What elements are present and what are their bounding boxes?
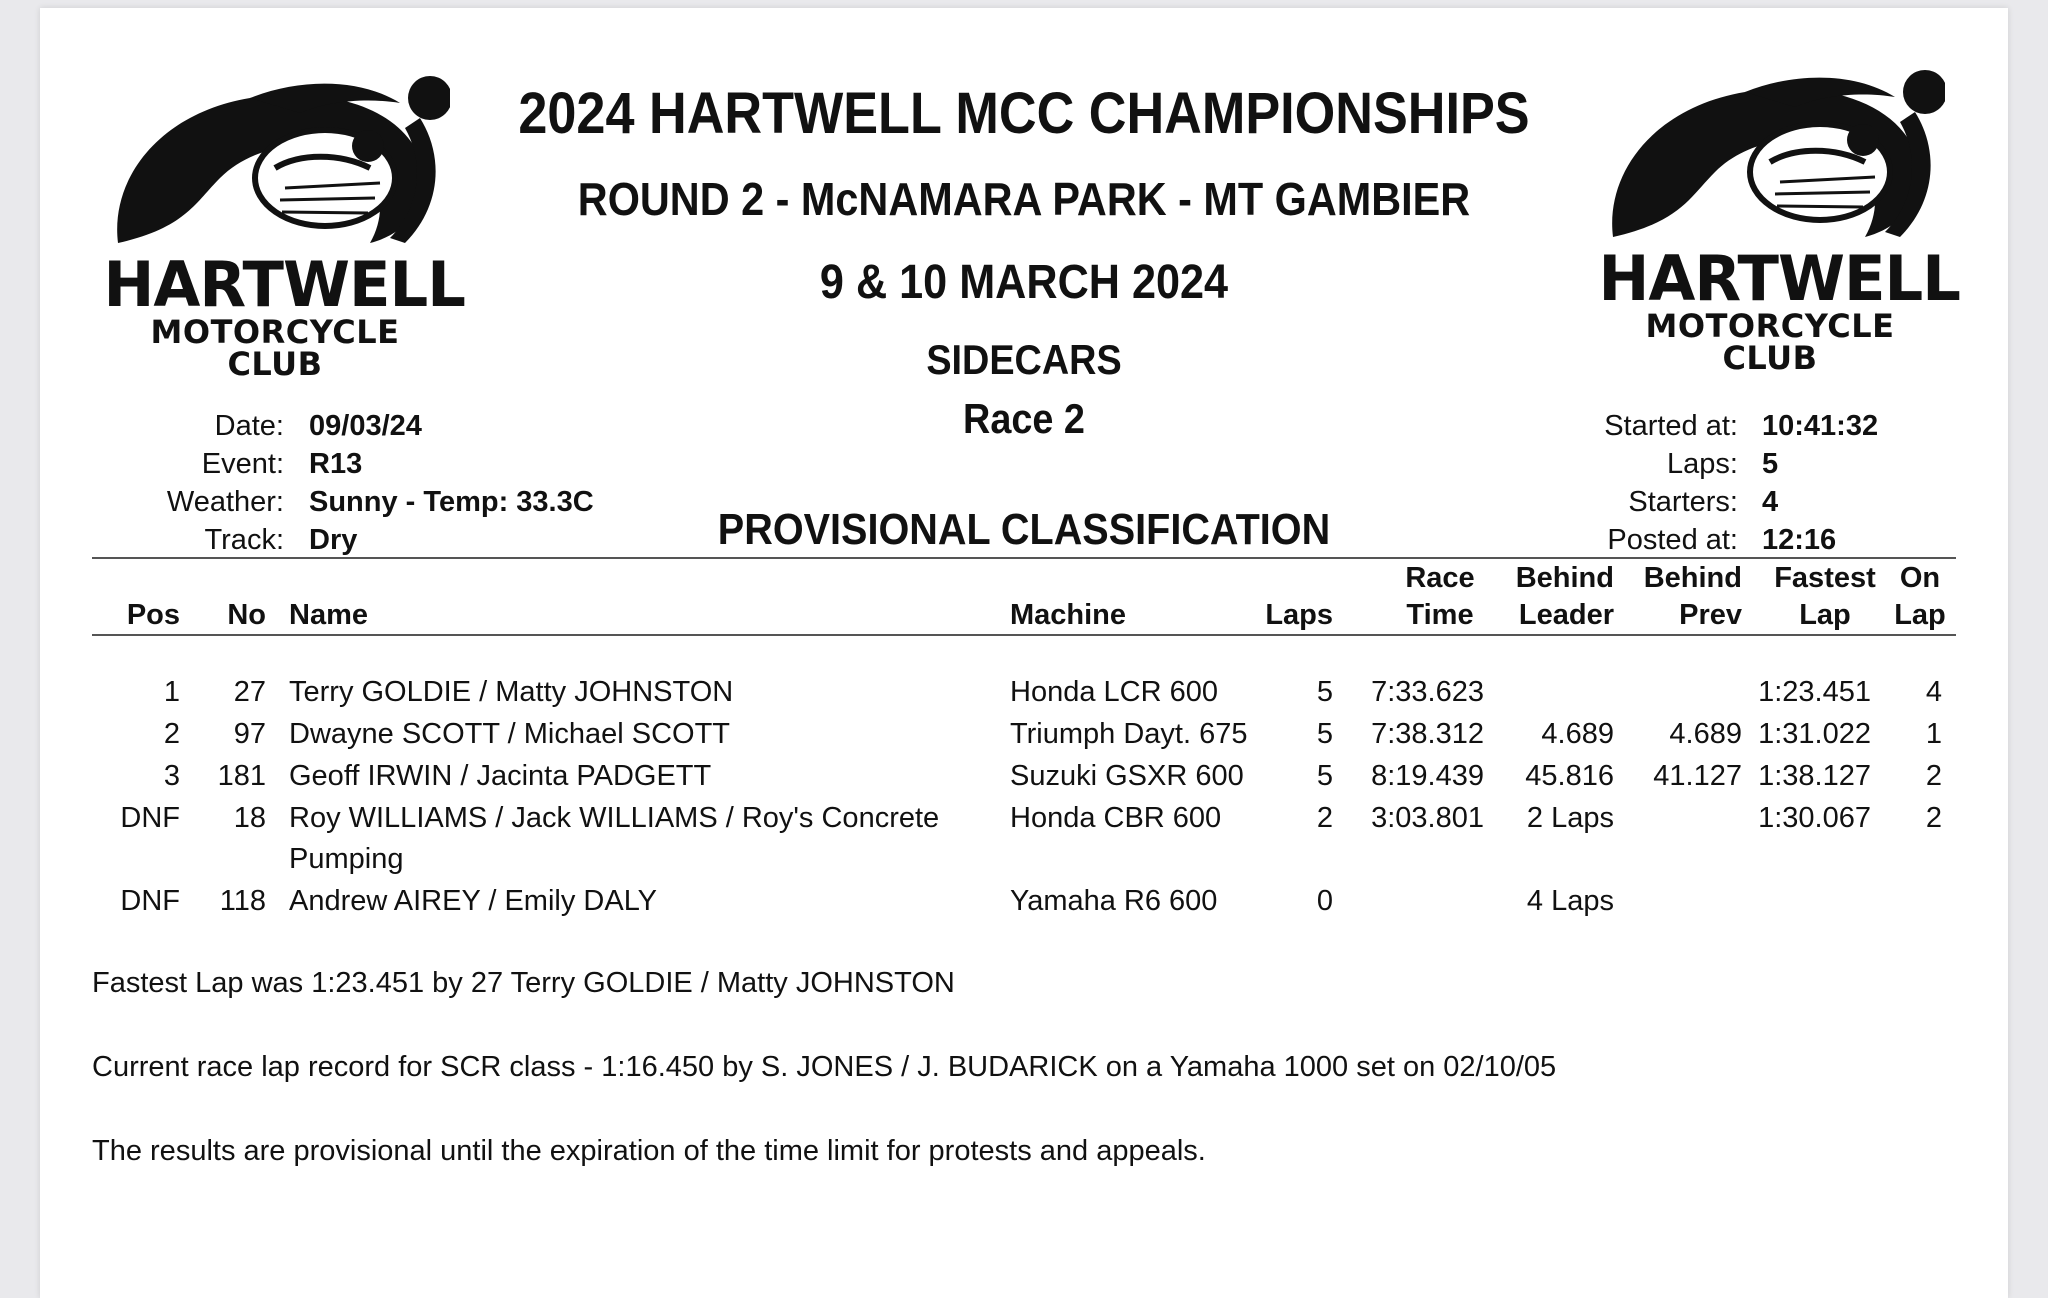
cell-no: 181	[217, 760, 266, 792]
race-class: SIDECARS	[926, 336, 1122, 383]
club-logo-subtitle: MOTORCYCLE CLUB	[1645, 307, 1895, 377]
cell-name: Geoff IRWIN / Jacinta PADGETT	[289, 760, 712, 792]
cell-machine: Honda LCR 600	[1010, 676, 1218, 708]
info-value-starters: 4	[1762, 486, 1779, 518]
info-label-weather: Weather:	[166, 486, 284, 518]
header-bottom-rule	[92, 634, 1956, 636]
fastest-lap-note: Fastest Lap was 1:23.451 by 27 Terry GOLDIE / Matty JOHNSTON	[92, 967, 955, 999]
cell-fastest-lap: 1:30.067	[1758, 802, 1871, 834]
cell-on-lap: 2	[1925, 802, 1942, 834]
results-table-header	[0, 560, 2048, 636]
info-value-date: 09/03/24	[309, 410, 422, 442]
cell-race-time: 8:19.439	[1371, 760, 1484, 792]
event-info-right	[1500, 407, 2000, 567]
table-row	[0, 672, 2048, 713]
col-header-behind-leader-1: Behind	[1515, 562, 1614, 594]
cell-pos: 3	[163, 760, 180, 792]
info-label-date: Date:	[214, 410, 284, 442]
classification-title: PROVISIONAL CLASSIFICATION	[717, 505, 1331, 554]
championship-title: 2024 HARTWELL MCC CHAMPIONSHIPS	[518, 81, 1530, 146]
cell-laps: 5	[1316, 676, 1333, 708]
cell-behind-leader: 4.689	[1541, 718, 1614, 750]
info-label-event: Event:	[201, 448, 284, 480]
info-label-posted: Posted at:	[1607, 524, 1738, 556]
col-header-behind-leader-2: Leader	[1518, 599, 1614, 631]
header-top-rule	[92, 557, 1956, 559]
info-value-track: Dry	[309, 524, 358, 556]
table-row	[0, 798, 2048, 880]
table-row	[0, 881, 2048, 922]
cell-no: 97	[233, 718, 266, 750]
col-header-race-time-2: Time	[1406, 599, 1474, 631]
cell-pos: DNF	[120, 885, 180, 917]
cell-no: 27	[233, 676, 266, 708]
cell-behind-leader: 2 Laps	[1526, 802, 1614, 834]
cell-pos: 1	[163, 676, 180, 708]
col-header-fastest-lap-1: Fastest	[1774, 562, 1876, 594]
cell-on-lap: 2	[1925, 760, 1942, 792]
info-value-weather: Sunny - Temp: 33.3C	[309, 486, 594, 518]
cell-behind-leader: 45.816	[1525, 760, 1614, 792]
cell-race-time: 7:38.312	[1371, 718, 1484, 750]
cell-fastest-lap: 1:23.451	[1758, 676, 1871, 708]
club-logo-subtitle: MOTORCYCLE CLUB	[150, 313, 400, 383]
cell-machine: Yamaha R6 600	[1010, 885, 1218, 917]
cell-machine: Honda CBR 600	[1010, 802, 1222, 834]
info-label-started: Started at:	[1604, 410, 1738, 442]
table-row	[0, 714, 2048, 755]
col-header-name: Name	[289, 599, 368, 631]
cell-name: Andrew AIREY / Emily DALY	[289, 885, 658, 917]
cell-race-time: 3:03.801	[1371, 802, 1484, 834]
info-value-posted: 12:16	[1762, 524, 1837, 556]
cell-on-lap: 1	[1925, 718, 1942, 750]
col-header-machine: Machine	[1010, 599, 1127, 631]
cell-name: Roy WILLIAMS / Jack WILLIAMS / Roy's Concrete	[289, 802, 940, 834]
col-header-behind-prev-1: Behind	[1643, 562, 1742, 594]
cell-laps: 5	[1316, 760, 1333, 792]
info-label-starters: Starters:	[1628, 486, 1738, 518]
info-value-event: R13	[309, 448, 363, 480]
table-row	[0, 756, 2048, 797]
col-header-no: No	[227, 599, 266, 631]
cell-name-continued: Pumping	[289, 843, 404, 875]
provisional-disclaimer: The results are provisional until the expiration of the time limit for protests and appeals.	[92, 1135, 1206, 1167]
event-info-left	[0, 407, 700, 567]
col-header-fastest-lap-2: Lap	[1799, 599, 1851, 631]
cell-pos: 2	[163, 718, 180, 750]
col-header-pos: Pos	[126, 599, 180, 631]
col-header-laps: Laps	[1265, 599, 1333, 631]
col-header-behind-prev-2: Prev	[1679, 599, 1742, 631]
club-logo-name: HARTWELL	[103, 248, 465, 321]
cell-behind-prev: 4.689	[1669, 718, 1742, 750]
race-number: Race 2	[963, 395, 1085, 442]
round-title: ROUND 2 - McNAMARA PARK - MT GAMBIER	[577, 173, 1471, 225]
club-logo-name: HARTWELL	[1598, 242, 1960, 315]
cell-behind-leader: 4 Laps	[1526, 885, 1614, 917]
cell-laps: 5	[1316, 718, 1333, 750]
info-label-laps: Laps:	[1667, 448, 1738, 480]
cell-race-time: 7:33.623	[1371, 676, 1484, 708]
cell-machine: Triumph Dayt. 675	[1010, 718, 1248, 750]
cell-behind-prev: 41.127	[1653, 760, 1742, 792]
cell-machine: Suzuki GSXR 600	[1010, 760, 1244, 792]
info-value-laps: 5	[1762, 448, 1779, 480]
cell-pos: DNF	[120, 802, 180, 834]
cell-fastest-lap: 1:31.022	[1758, 718, 1871, 750]
cell-no: 18	[233, 802, 266, 834]
cell-name: Dwayne SCOTT / Michael SCOTT	[289, 718, 731, 750]
cell-name: Terry GOLDIE / Matty JOHNSTON	[289, 676, 734, 708]
cell-fastest-lap: 1:38.127	[1758, 760, 1871, 792]
info-label-track: Track:	[204, 524, 284, 556]
event-dates: 9 & 10 MARCH 2024	[819, 256, 1229, 309]
cell-laps: 0	[1316, 885, 1333, 917]
lap-record-note: Current race lap record for SCR class - 1:16.450 by S. JONES / J. BUDARICK on a Yamaha 1000 set on 02/10/05	[92, 1051, 1557, 1083]
col-header-race-time-1: Race	[1405, 562, 1475, 594]
col-header-on-lap-1: On	[1899, 562, 1941, 594]
info-value-started: 10:41:32	[1762, 410, 1879, 442]
cell-laps: 2	[1316, 802, 1333, 834]
col-header-on-lap-2: Lap	[1894, 599, 1946, 631]
cell-no: 118	[219, 885, 266, 917]
cell-on-lap: 4	[1925, 676, 1942, 708]
